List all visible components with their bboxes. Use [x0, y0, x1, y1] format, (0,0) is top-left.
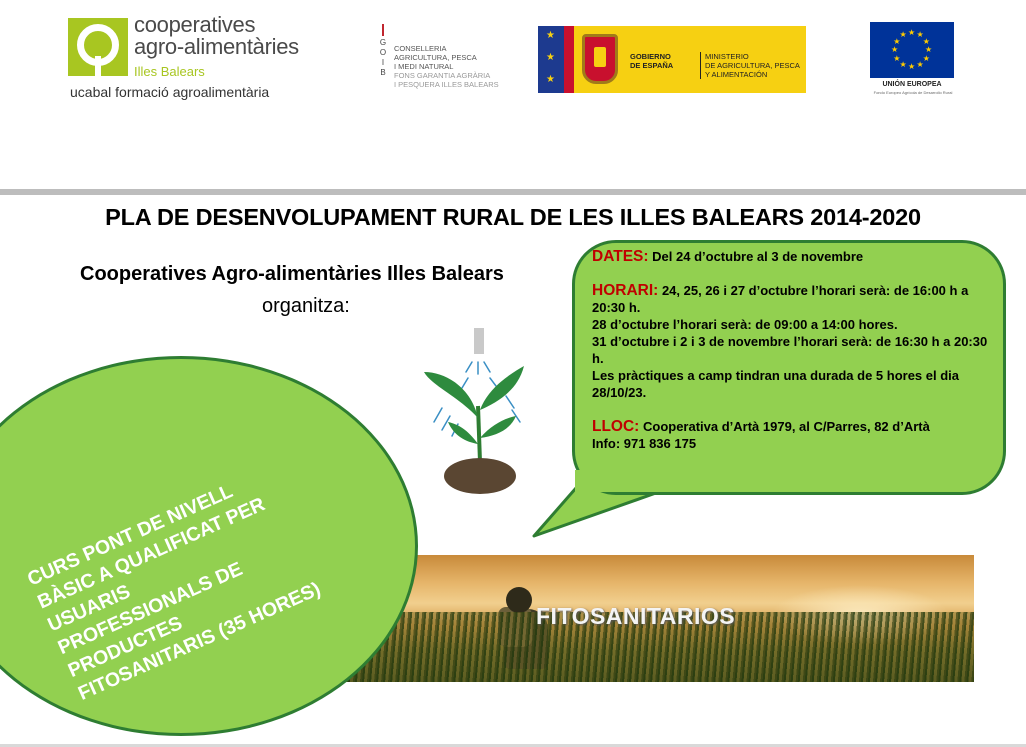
eu-star-icon: ★ — [916, 59, 924, 69]
info-phone: Info: 971 836 175 — [592, 436, 697, 451]
organizer-name: Cooperatives Agro-alimentàries Illes Balears — [80, 263, 504, 285]
goib-red-bar — [382, 24, 384, 36]
eu-star-icon: ★ — [908, 62, 916, 71]
red-band — [564, 26, 574, 93]
eu-star-icon: ★ — [922, 53, 930, 63]
gobierno-espana-logo — [538, 26, 806, 93]
fitosanitarios-photo — [340, 555, 974, 682]
eu-flag-icon — [870, 22, 954, 78]
horari-label: HORARI: — [592, 282, 659, 299]
organizer-verb: organitza: — [262, 295, 350, 317]
eu-label: UNIÓN EUROPEA — [882, 81, 942, 88]
banner-title: FITOSANITARIOS — [536, 603, 736, 629]
eu-star-icon: ★ — [899, 30, 907, 40]
eu-stars-flag-icon: ★ ★ ★ — [538, 26, 564, 93]
bubble-tail-cover — [575, 470, 665, 494]
goib-line: I MEDI NATURAL — [394, 62, 454, 71]
horari-line-3: 31 d’octubre i 2 i 3 de novembre l’horari serà: de 16:30 h a 20:30 h. — [592, 334, 988, 366]
goib-line: I PESQUERA ILLES BALEARS — [394, 80, 499, 89]
goib-line: CONSELLERIA — [394, 44, 447, 53]
cooperatives-logo-name: cooperatives agro-alimentàries — [134, 12, 299, 59]
lloc-text: Cooperativa d’Artà 1979, al C/Parres, 82 d’Artà — [642, 419, 930, 434]
eu-star-icon: ★ — [891, 45, 899, 54]
eu-star-icon: ★ — [899, 59, 907, 69]
horari-line-2: 28 d’octubre l’horari serà: de 09:00 a 14:00 hores. — [592, 317, 898, 332]
horari-line-4: Les pràctiques a camp tindran una durada de 5 hores el dia 28/10/23. — [592, 368, 959, 400]
dates-label: DATES: — [592, 248, 649, 265]
lloc-row — [592, 418, 992, 435]
course-title: CURS PONT DE NIVELL BÀSIC A QUALIFICAT PER USUARIS PROFESSIONALS DE PRODUCTES FITOSANITARIS (35 HORES) — [24, 480, 324, 705]
goib-text — [394, 44, 499, 89]
horari-text: 24, 25, 26 i 27 d’octubre l’horari serà: de 16:00 h a 20:30 h. — [592, 283, 969, 315]
gobierno-text: GOBIERNO DE ESPAÑA — [630, 52, 674, 70]
header-divider — [0, 189, 1026, 195]
goib-letters: G O I B — [379, 38, 387, 77]
eu-star-icon: ★ — [925, 45, 933, 54]
page-title: PLA DE DESENVOLUPAMENT RURAL DE LES ILLES BALEARS 2014-2020 — [105, 204, 921, 230]
eu-star-icon: ★ — [893, 53, 901, 63]
dates-row — [592, 248, 992, 265]
info-bubble-content — [592, 248, 992, 452]
horari-row — [592, 282, 992, 316]
union-europea-logo — [868, 22, 958, 98]
goib-logo — [378, 24, 508, 94]
watering-plant-icon — [418, 326, 528, 498]
cooperatives-tree-icon — [68, 18, 128, 76]
coat-of-arms-icon — [582, 34, 618, 84]
eu-star-icon: ★ — [916, 30, 924, 40]
goib-line: AGRICULTURA, PESCA — [394, 53, 477, 62]
lloc-label: LLOC: — [592, 418, 640, 435]
ucabal-tagline: ucabal formació agroalimentària — [70, 84, 270, 100]
eu-star-icon: ★ — [893, 36, 901, 46]
eu-star-icon: ★ — [922, 36, 930, 46]
eu-sub-label: Fondo Europeo Agrícola de Desarrollo Rural — [873, 90, 953, 95]
eu-star-icon: ★ — [908, 28, 916, 37]
dates-text: Del 24 d’octubre al 3 de novembre — [652, 249, 864, 264]
cooperatives-logo — [68, 12, 338, 108]
cooperatives-logo-sub: Illes Balears — [134, 64, 205, 79]
goib-line: FONS GARANTIA AGRÀRIA — [394, 71, 491, 80]
ministerio-text: MINISTERIO DE AGRICULTURA, PESCA Y ALIMENTACIÓN — [700, 52, 800, 79]
